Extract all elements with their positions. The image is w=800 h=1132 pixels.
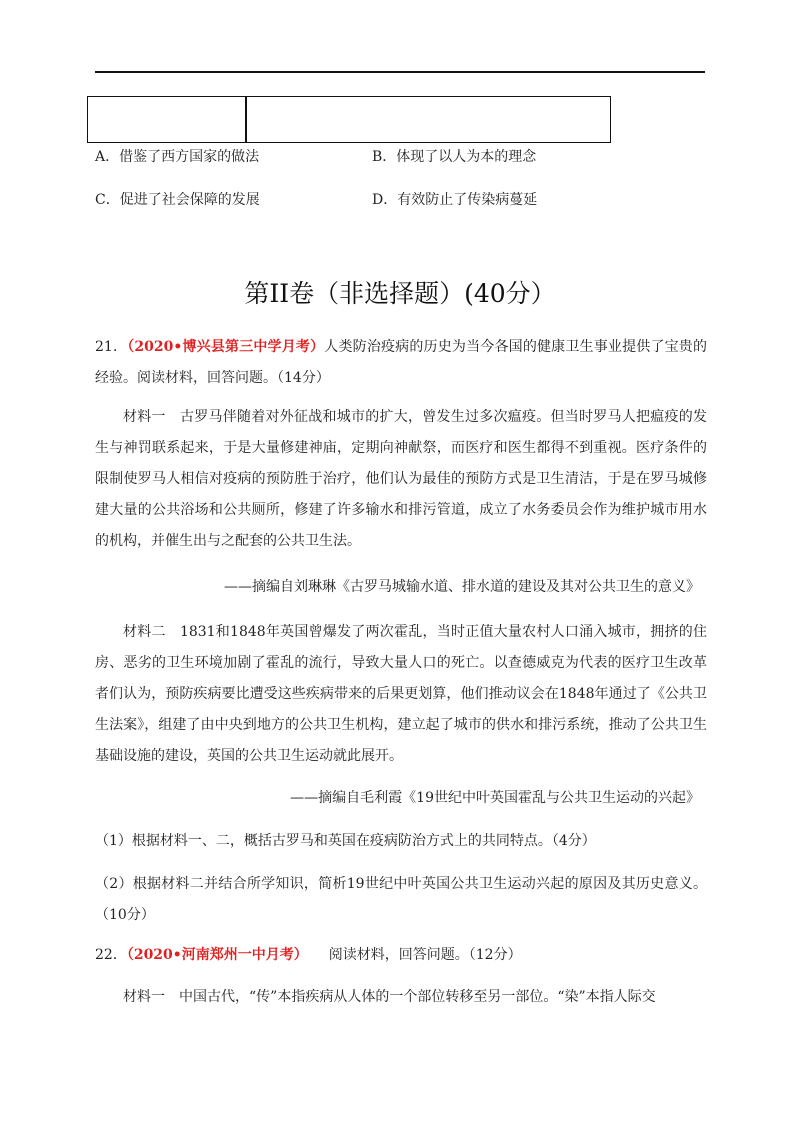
q21-material2: 材料二 1831和1848年英国曾爆发了两次霍乱，当时正值大量农村人口涌入城市，拥挤的住房、恶劣的卫生环境加剧了霍乱的流行，导致大量人口的死亡。以查德威克为代表的医疗卫生改革者们认为，预防疾病要比遭受这些疾病带来的后果更划算，他们推动议会在1848年通过了《公共卫生法案》，组建了由中央到地方的公共卫生机构，建立起了城市的供水和排污系统，推动了公共卫生基础设施的建设，英国的公共卫生运动就此展开。 [95, 624, 707, 764]
answer-table [87, 96, 611, 143]
q21-source: （2020•博兴县第三中学月考） [127, 339, 325, 355]
q21-sub1: （1）根据材料一、二，概括古罗马和英国在疫病防治方式上的共同特点。（4分） [95, 833, 596, 849]
q21-sub2: （2）根据材料二并结合所学知识，简析19世纪中叶英国公共卫生运动兴起的原因及其历史意义。（10分） [95, 876, 707, 923]
q21-cite1: ——摘编自刘琳琳《古罗马城输水道、排水道的建设及其对公共卫生的意义》 [224, 579, 700, 595]
section-title: 第II卷（非选择题）(40分） [244, 279, 556, 308]
q21-number: 21． [95, 339, 128, 355]
option-a: A．借鉴了西方国家的做法 [95, 149, 260, 165]
q21-intro-text: 人类防治疫病的历史为当今各国的健康卫生事业提供了宝贵的经验。阅读材料，回答问题。（14分） [95, 339, 707, 386]
option-c: C．促进了社会保障的发展 [95, 192, 260, 208]
q22-material1: 材料一 中国古代，“传”本指疾病从人体的一个部位转移至另一部位。“染”本指人际交 [123, 989, 656, 1005]
q21-intro [95, 332, 707, 394]
option-d: D．有效防止了传染病蔓延 [372, 192, 538, 208]
header-rule [95, 71, 705, 73]
q22-source: （2020•河南郑州一中月考） [126, 947, 301, 963]
q22-number: 22． [95, 947, 127, 963]
table-divider [245, 97, 247, 142]
q22-intro-text: 阅读材料，回答问题。（12分） [300, 947, 522, 963]
q21-material1: 材料一 古罗马伴随着对外征战和城市的扩大，曾发生过多次瘟疫。但当时罗马人把瘟疫的发生与神罚联系起来，于是大量修建神庙，定期向神献祭，而医疗和医生都得不到重视。医疗条件的限制使罗马人相信对疫病的预防胜于治疗，他们认为最佳的预防方式是卫生清洁，于是在罗马城修建大量的公共浴场和公共厕所，修建了许多输水和排污管道，成立了水务委员会作为维护城市用水的机构，并催生出与之配套的公共卫生法。 [95, 409, 707, 549]
q21-cite2: ——摘编自毛利霞《19世纪中叶英国霍乱与公共卫生运动的兴起》 [290, 790, 700, 806]
option-b: B．体现了以人为本的理念 [372, 149, 537, 165]
q22-intro [95, 940, 707, 971]
